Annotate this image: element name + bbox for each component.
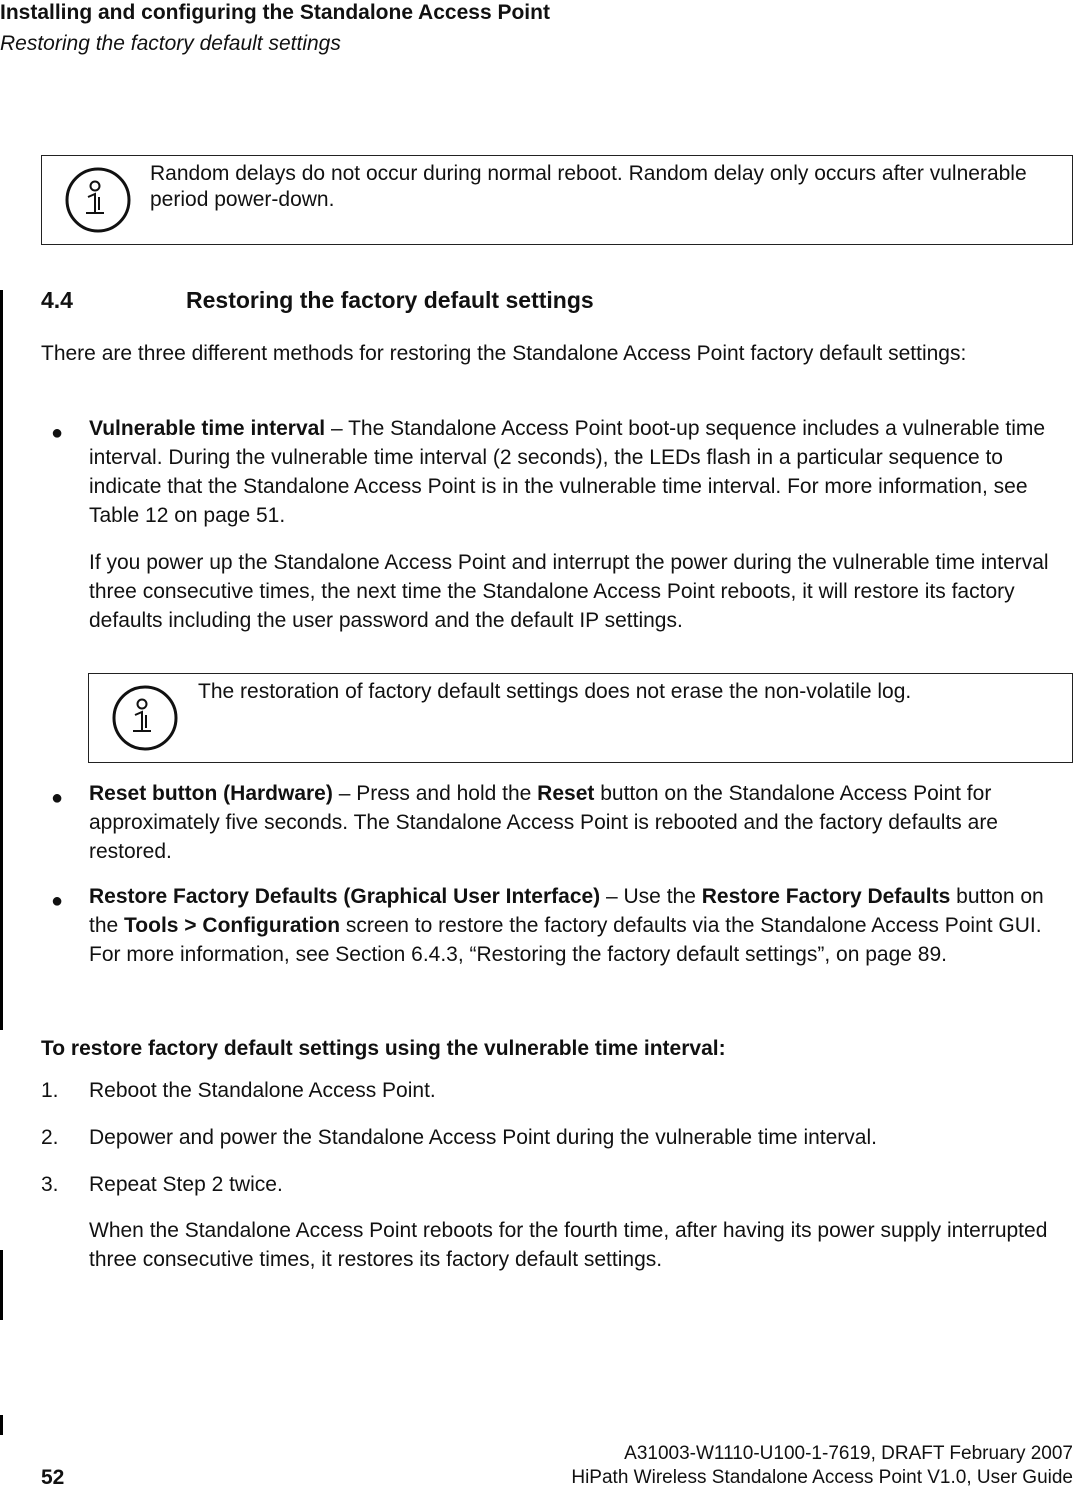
bullet-vulnerable-time-interval — [89, 414, 1071, 530]
bullet-term: Vulnerable time interval — [89, 417, 326, 440]
bullet-restore-factory-defaults-gui: Restore Factory Defaults (Graphical User Interface) – Use the Restore Factory Defaults button on the Tools > Configuration screen to restore the factory defaults via the Standalone Access Point GUI. For more information, see Section 6.4.3, “Restoring the factory default settings”, on page 89. — [89, 885, 1044, 966]
note-text: The restoration of factory default settings does not erase the non-volatile log. — [198, 680, 912, 703]
change-bar — [0, 290, 3, 1030]
info-note-icon — [64, 166, 132, 234]
info-note-icon — [111, 684, 179, 752]
section-number: 4.4 — [41, 287, 73, 313]
procedure-result: When the Standalone Access Point reboots for the fourth time, after having its power supply interrupted three consecutive times, it restores its factory default settings. — [89, 1219, 1048, 1271]
note-box-random-delays — [41, 155, 1073, 245]
intro-paragraph: There are three different methods for restoring the Standalone Access Point factory default settings: — [41, 342, 967, 365]
step-number: 2. — [41, 1126, 59, 1149]
step-number: 1. — [41, 1079, 59, 1102]
note-box-nonvolatile-log — [88, 673, 1073, 763]
page-number: 52 — [41, 1466, 65, 1489]
step-text: Repeat Step 2 twice. — [89, 1173, 283, 1196]
section-title: Restoring the factory default settings — [186, 287, 594, 313]
note-text: Random delays do not occur during normal reboot. Random delay only occurs after vulnerable period power-down. — [150, 162, 1027, 211]
bullet-marker: ● — [51, 422, 64, 444]
footer-doc-title: HiPath Wireless Standalone Access Point V1.0, User Guide — [571, 1467, 1073, 1488]
step-text: Reboot the Standalone Access Point. — [89, 1079, 436, 1102]
step-text: Depower and power the Standalone Access Point during the vulnerable time interval. — [89, 1126, 877, 1149]
running-header-subtitle: Restoring the factory default settings — [0, 32, 341, 55]
running-header-title: Installing and configuring the Standalone Access Point — [0, 1, 550, 24]
bullet-marker: ● — [51, 890, 64, 912]
bullet-term: Restore Factory Defaults (Graphical User Interface) — [89, 885, 601, 908]
change-bar — [0, 1415, 3, 1435]
bullet-term: Reset button (Hardware) — [89, 782, 333, 805]
footer-doc-id: A31003-W1110-U100-1-7619, DRAFT February 2007 — [624, 1443, 1073, 1464]
bullet-text: – The Standalone Access Point boot-up sequence includes a vulnerable time interval. During the vulnerable time interval (2 seconds), the LEDs flash in a particular sequence to indicate that the Standalone Access Point is in the vulnerable time interval. For more information, see Table 12 on page 51. — [89, 417, 1046, 527]
change-bar — [0, 1250, 3, 1320]
bullet-followup-paragraph: If you power up the Standalone Access Point and interrupt the power during the vulnerable time interval three consecutive times, the next time the Standalone Access Point reboots, it will restore its factory defaults including the user password and the default IP settings. — [89, 551, 1049, 632]
bullet-reset-button: Reset button (Hardware) – Press and hold the Reset button on the Standalone Access Point for approximately five seconds. The Standalone Access Point is rebooted and the factory defaults are restored. — [89, 782, 998, 863]
step-number: 3. — [41, 1173, 59, 1196]
bullet-marker: ● — [51, 787, 64, 809]
procedure-heading: To restore factory default settings using the vulnerable time interval: — [41, 1037, 726, 1060]
